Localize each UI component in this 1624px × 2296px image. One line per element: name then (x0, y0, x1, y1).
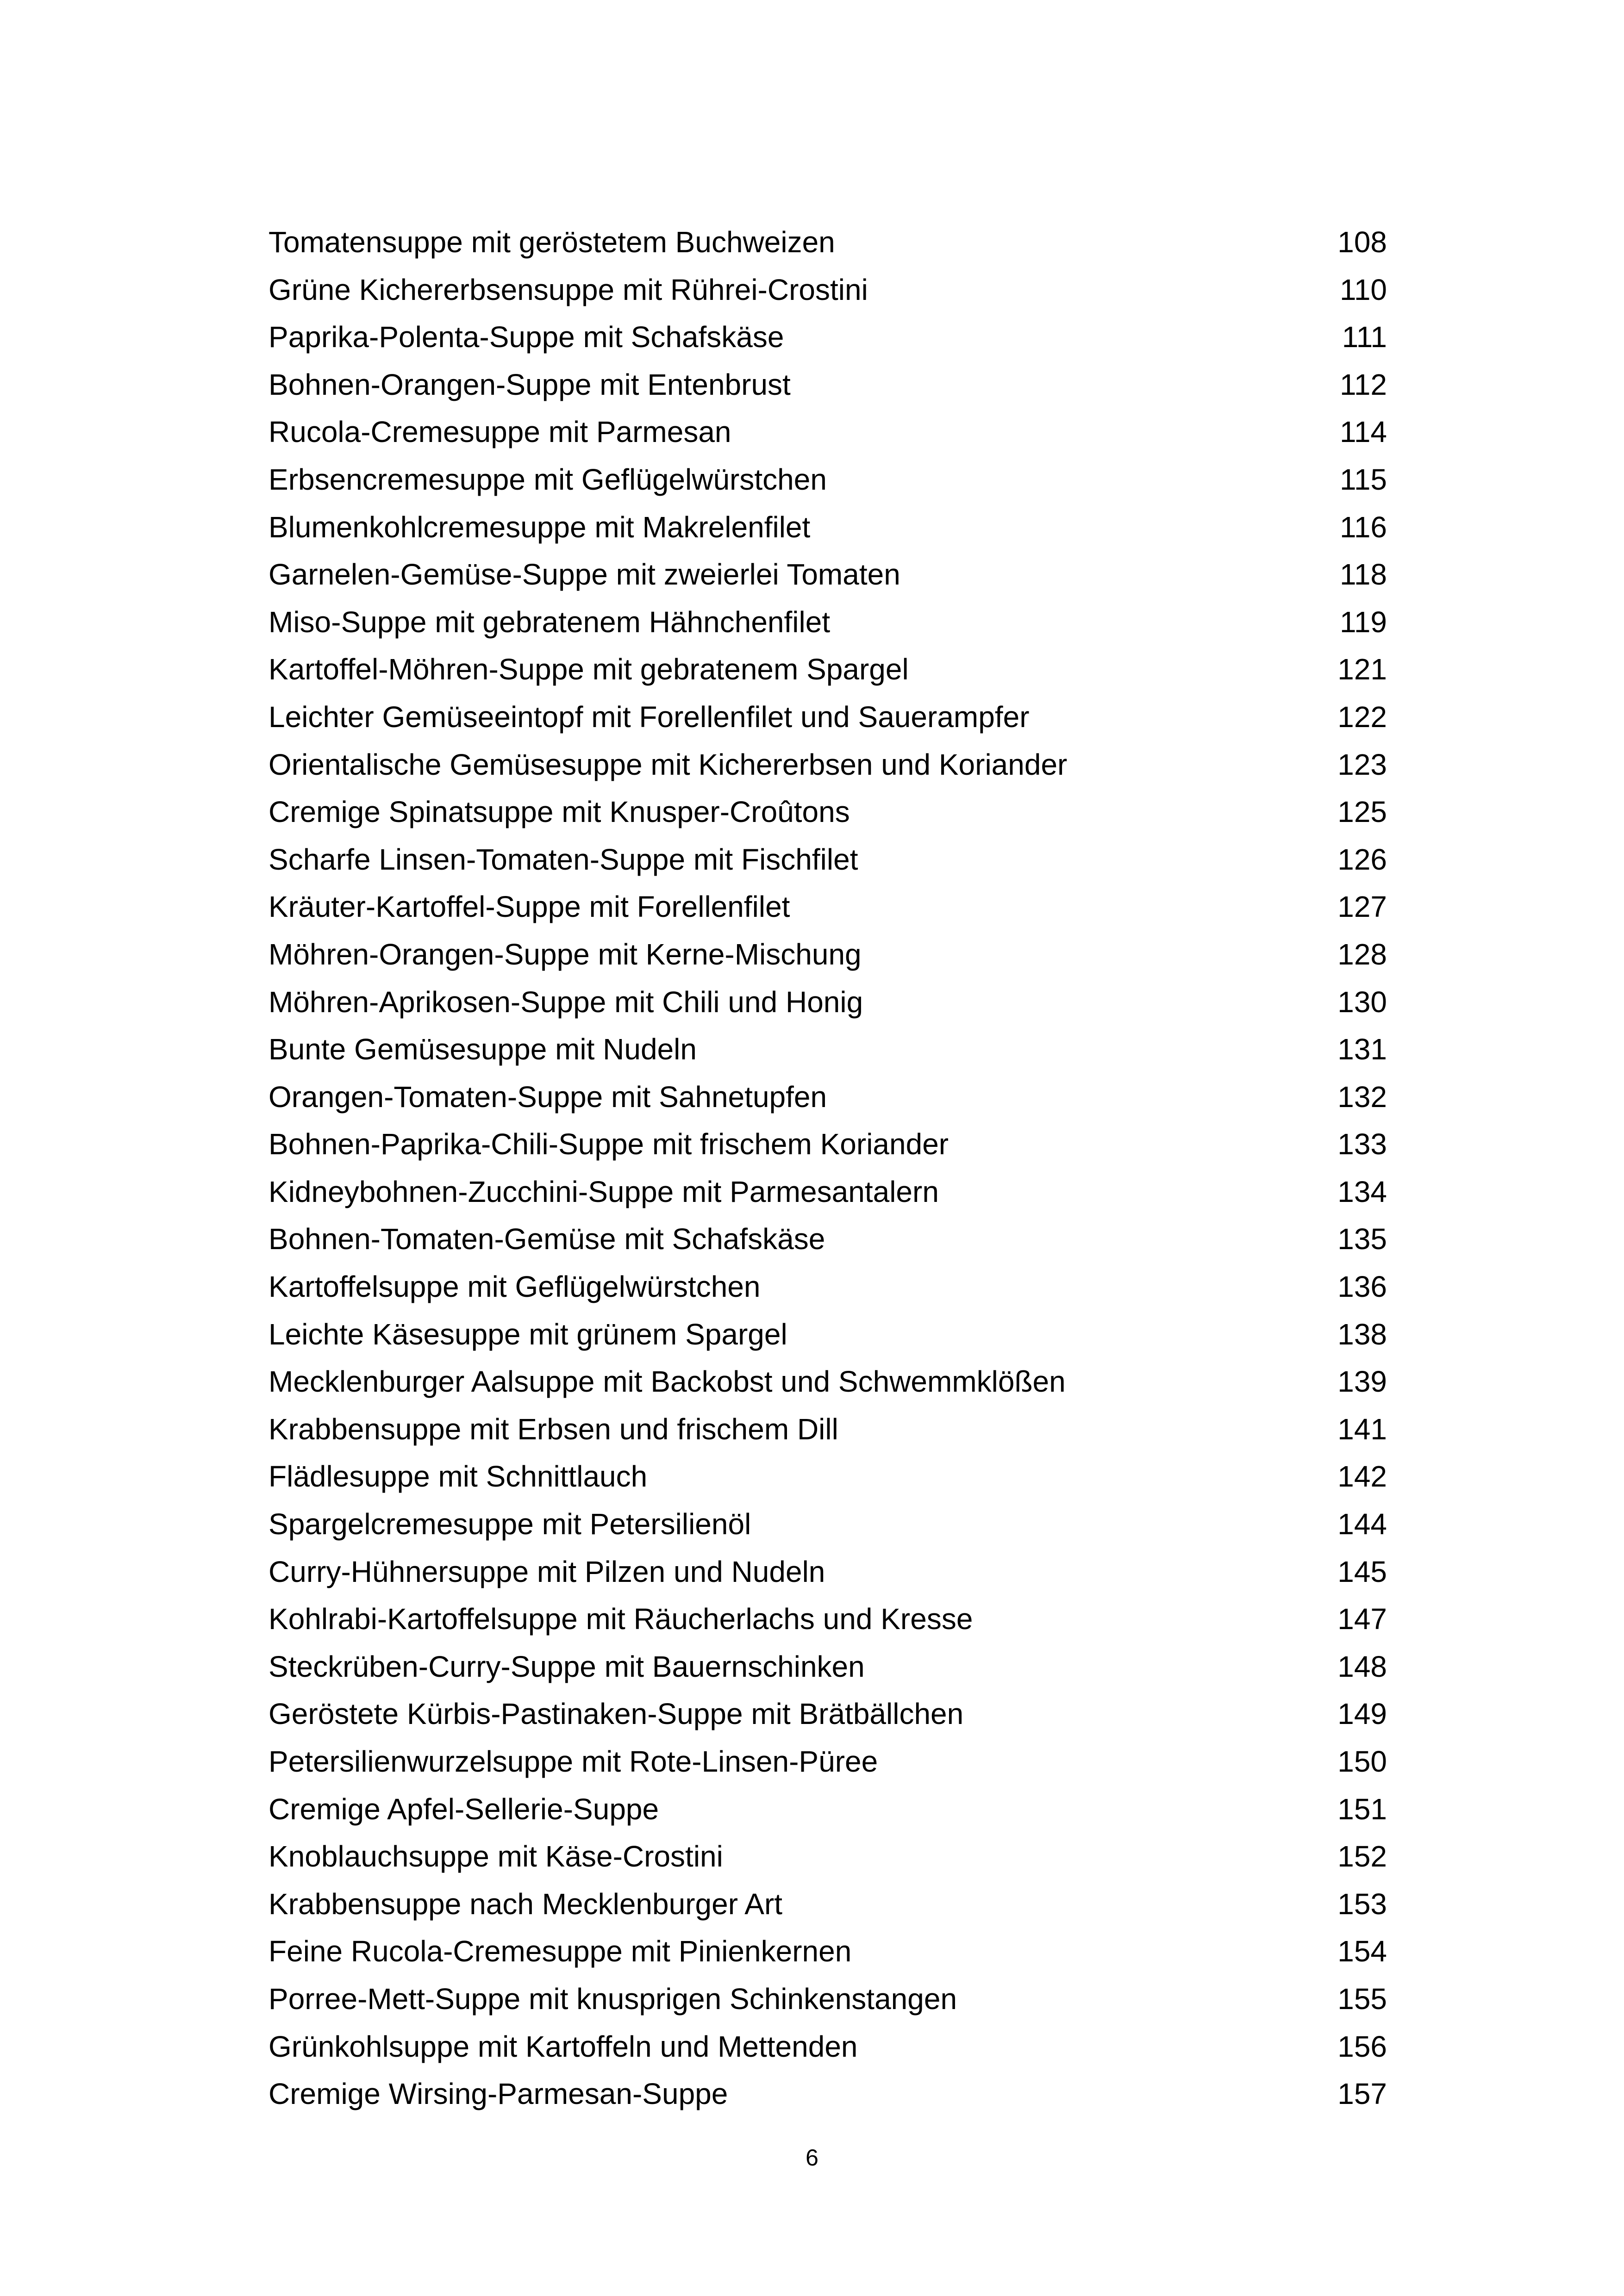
toc-entry (269, 313, 1387, 361)
toc-entry (269, 1500, 1387, 1548)
toc-entry-title: Cremige Apfel-Sellerie-Suppe (269, 1792, 659, 1826)
toc-entry (269, 598, 1387, 646)
toc-entry (269, 1026, 1387, 1073)
toc-entry-page: 116 (1339, 510, 1387, 544)
toc-entry-page: 112 (1339, 367, 1387, 401)
toc-entry (269, 361, 1387, 409)
toc-entry-page: 156 (1337, 2029, 1387, 2063)
toc-entry (269, 1975, 1387, 2023)
toc-entry-page: 148 (1337, 1649, 1387, 1683)
toc-entry-title: Rucola-Cremesuppe mit Parmesan (269, 415, 731, 449)
toc-entry (269, 1738, 1387, 1786)
toc-entry-title: Leichte Käsesuppe mit grünem Spargel (269, 1317, 787, 1351)
toc-entry (269, 978, 1387, 1026)
toc-entry-title: Möhren-Orangen-Suppe mit Kerne-Mischung (269, 937, 862, 971)
toc-entry-title: Krabbensuppe nach Mecklenburger Art (269, 1887, 783, 1921)
toc-entry-page: 134 (1337, 1175, 1387, 1208)
toc-entry-title: Leichter Gemüseeintopf mit Forellenfilet und Sauerampfer (269, 700, 1030, 734)
toc-entry (269, 266, 1387, 314)
toc-entry (269, 1643, 1387, 1691)
table-of-contents (269, 218, 1387, 2118)
toc-entry (269, 408, 1387, 456)
toc-entry (269, 456, 1387, 504)
toc-entry-page: 128 (1337, 937, 1387, 971)
toc-entry (269, 1786, 1387, 1833)
toc-entry-page: 114 (1339, 415, 1387, 449)
toc-entry-title: Kohlrabi-Kartoffelsuppe mit Räucherlachs und Kresse (269, 1602, 973, 1636)
toc-entry-page: 115 (1339, 462, 1387, 496)
toc-entry-title: Miso-Suppe mit gebratenem Hähnchenfilet (269, 605, 831, 639)
toc-entry-page: 121 (1337, 653, 1387, 686)
toc-entry-title: Flädlesuppe mit Schnittlauch (269, 1460, 648, 1493)
toc-entry-title: Paprika-Polenta-Suppe mit Schafskäse (269, 320, 784, 354)
toc-entry-title: Bohnen-Tomaten-Gemüse mit Schafskäse (269, 1222, 825, 1256)
toc-entry-page: 118 (1339, 558, 1387, 591)
toc-entry (269, 551, 1387, 598)
toc-entry-title: Kräuter-Kartoffel-Suppe mit Forellenfilet (269, 890, 790, 924)
toc-entry-title: Kidneybohnen-Zucchini-Suppe mit Parmesantalern (269, 1175, 939, 1208)
toc-entry (269, 646, 1387, 693)
toc-entry-page: 139 (1337, 1365, 1387, 1399)
toc-entry-page: 141 (1337, 1412, 1387, 1446)
toc-entry (269, 1453, 1387, 1500)
toc-entry-page: 108 (1337, 225, 1387, 259)
toc-entry-page: 131 (1337, 1033, 1387, 1066)
toc-entry (269, 1263, 1387, 1311)
toc-entry-page: 144 (1337, 1507, 1387, 1541)
toc-entry-page: 135 (1337, 1222, 1387, 1256)
toc-entry-title: Geröstete Kürbis-Pastinaken-Suppe mit Brätbällchen (269, 1697, 964, 1731)
toc-entry-page: 132 (1337, 1080, 1387, 1114)
toc-entry (269, 1595, 1387, 1643)
toc-entry-title: Blumenkohlcremesuppe mit Makrelenfilet (269, 510, 811, 544)
toc-entry (269, 788, 1387, 836)
toc-entry (269, 1928, 1387, 1975)
toc-entry-title: Porree-Mett-Suppe mit knusprigen Schinkenstangen (269, 1982, 957, 2016)
toc-entry (269, 1548, 1387, 1596)
toc-entry-title: Knoblauchsuppe mit Käse-Crostini (269, 1840, 723, 1873)
toc-entry (269, 1311, 1387, 1358)
toc-entry-title: Steckrüben-Curry-Suppe mit Bauernschinken (269, 1649, 865, 1683)
toc-entry (269, 1833, 1387, 1880)
toc-entry-page: 153 (1337, 1887, 1387, 1921)
toc-entry-page: 111 (1342, 320, 1387, 354)
toc-entry-title: Petersilienwurzelsuppe mit Rote-Linsen-Püree (269, 1745, 878, 1778)
toc-entry-title: Erbsencremesuppe mit Geflügelwürstchen (269, 462, 827, 496)
toc-entry-title: Cremige Spinatsuppe mit Knusper-Croûtons (269, 795, 850, 829)
toc-entry (269, 1880, 1387, 1928)
toc-entry (269, 1358, 1387, 1406)
toc-entry-title: Orangen-Tomaten-Suppe mit Sahnetupfen (269, 1080, 827, 1114)
toc-entry (269, 1120, 1387, 1168)
toc-entry (269, 504, 1387, 551)
toc-entry (269, 931, 1387, 978)
toc-entry-page: 119 (1339, 605, 1387, 639)
toc-entry (269, 883, 1387, 931)
toc-entry-page: 125 (1337, 795, 1387, 829)
toc-entry-title: Bohnen-Orangen-Suppe mit Entenbrust (269, 367, 791, 401)
toc-entry-page: 123 (1337, 747, 1387, 781)
toc-entry-title: Grüne Kichererbsensuppe mit Rührei-Crostini (269, 273, 868, 306)
toc-entry-title: Grünkohlsuppe mit Kartoffeln und Mettenden (269, 2029, 858, 2063)
toc-entry-title: Krabbensuppe mit Erbsen und frischem Dill (269, 1412, 838, 1446)
toc-entry-title: Möhren-Aprikosen-Suppe mit Chili und Honig (269, 985, 863, 1019)
toc-entry-page: 151 (1337, 1792, 1387, 1826)
toc-entry-page: 130 (1337, 985, 1387, 1019)
toc-entry-title: Kartoffel-Möhren-Suppe mit gebratenem Spargel (269, 653, 909, 686)
toc-entry (269, 1168, 1387, 1216)
toc-entry-page: 149 (1337, 1697, 1387, 1731)
toc-entry-title: Curry-Hühnersuppe mit Pilzen und Nudeln (269, 1555, 825, 1588)
toc-entry-page: 133 (1337, 1127, 1387, 1161)
page-number: 6 (806, 2145, 818, 2171)
toc-entry (269, 836, 1387, 884)
toc-entry-page: 157 (1337, 2077, 1387, 2111)
toc-entry-page: 126 (1337, 842, 1387, 876)
toc-entry-page: 110 (1339, 273, 1387, 306)
toc-entry (269, 1690, 1387, 1738)
toc-entry-page: 154 (1337, 1935, 1387, 1968)
toc-entry-title: Orientalische Gemüsesuppe mit Kichererbsen und Koriander (269, 747, 1068, 781)
toc-entry-title: Spargelcremesuppe mit Petersilienöl (269, 1507, 751, 1541)
toc-entry-title: Scharfe Linsen-Tomaten-Suppe mit Fischfilet (269, 842, 858, 876)
toc-entry (269, 218, 1387, 266)
toc-entry-page: 142 (1337, 1460, 1387, 1493)
toc-entry-page: 145 (1337, 1555, 1387, 1588)
toc-entry (269, 1073, 1387, 1121)
toc-entry (269, 741, 1387, 789)
toc-entry (269, 693, 1387, 741)
toc-entry (269, 2023, 1387, 2071)
toc-entry (269, 1215, 1387, 1263)
toc-entry-page: 136 (1337, 1270, 1387, 1304)
toc-entry-title: Mecklenburger Aalsuppe mit Backobst und Schwemmklößen (269, 1365, 1066, 1399)
toc-entry-title: Kartoffelsuppe mit Geflügelwürstchen (269, 1270, 761, 1304)
toc-entry-title: Cremige Wirsing-Parmesan-Suppe (269, 2077, 728, 2111)
toc-entry-title: Garnelen-Gemüse-Suppe mit zweierlei Tomaten (269, 558, 900, 591)
toc-entry-title: Bunte Gemüsesuppe mit Nudeln (269, 1033, 697, 1066)
toc-entry (269, 2070, 1387, 2118)
toc-entry-page: 155 (1337, 1982, 1387, 2016)
toc-entry-title: Bohnen-Paprika-Chili-Suppe mit frischem Koriander (269, 1127, 949, 1161)
toc-entry-page: 138 (1337, 1317, 1387, 1351)
toc-entry-page: 122 (1337, 700, 1387, 734)
toc-entry-title: Feine Rucola-Cremesuppe mit Pinienkernen (269, 1935, 852, 1968)
toc-entry (269, 1406, 1387, 1453)
toc-entry-page: 152 (1337, 1840, 1387, 1873)
toc-entry-page: 150 (1337, 1745, 1387, 1778)
toc-entry-page: 147 (1337, 1602, 1387, 1636)
toc-entry-page: 127 (1337, 890, 1387, 924)
toc-entry-title: Tomatensuppe mit geröstetem Buchweizen (269, 225, 835, 259)
